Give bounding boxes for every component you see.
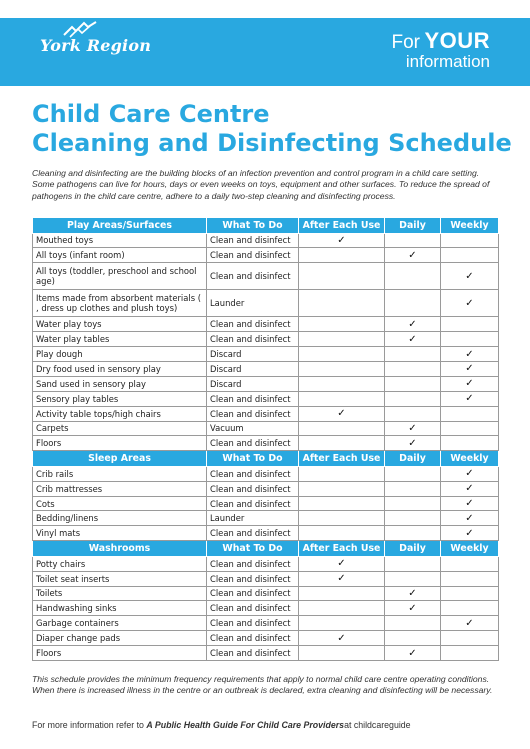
title-line-2: Cleaning and Disinfecting Schedule bbox=[32, 128, 512, 157]
check-mark-icon: ✓ bbox=[408, 333, 417, 345]
daily-cell bbox=[385, 233, 441, 248]
footer-note: This schedule provides the minimum frequency requirements that apply to normal child care centre operating conditions. When there is increased illness in the centre or an outbreak is declared, extra cleaning and disinfecting will be necessary. bbox=[32, 674, 493, 696]
section-heading: Sleep Areas bbox=[33, 451, 207, 467]
check-mark-icon: ✓ bbox=[465, 617, 474, 629]
more-info-prefix: For more information refer to bbox=[32, 720, 147, 730]
check-mark-icon: ✓ bbox=[465, 270, 474, 282]
what-to-do-cell: Clean and disinfect bbox=[207, 466, 299, 481]
after-cell bbox=[299, 616, 385, 631]
weekly-cell bbox=[441, 511, 499, 526]
weekly-cell bbox=[441, 347, 499, 362]
what-to-do-cell: Discard bbox=[207, 361, 299, 376]
column-header-weekly: Weekly bbox=[441, 218, 499, 234]
after-cell bbox=[299, 317, 385, 332]
after-cell bbox=[299, 361, 385, 376]
after-cell bbox=[299, 248, 385, 263]
check-mark-icon: ✓ bbox=[337, 558, 346, 570]
what-to-do-cell: Clean and disinfect bbox=[207, 391, 299, 406]
table-row bbox=[33, 616, 499, 631]
more-information bbox=[32, 720, 512, 730]
badge-for: For bbox=[391, 32, 420, 53]
what-to-do-cell: Launder bbox=[207, 290, 299, 317]
check-mark-icon: ✓ bbox=[465, 483, 474, 495]
check-mark-icon: ✓ bbox=[465, 378, 474, 390]
after-cell bbox=[299, 571, 385, 586]
table-row bbox=[33, 526, 499, 541]
after-cell bbox=[299, 436, 385, 451]
weekly-cell bbox=[441, 317, 499, 332]
daily-cell bbox=[385, 436, 441, 451]
table-row bbox=[33, 586, 499, 601]
daily-cell bbox=[385, 317, 441, 332]
table-row bbox=[33, 601, 499, 616]
what-to-do-cell: Clean and disinfect bbox=[207, 233, 299, 248]
daily-cell bbox=[385, 466, 441, 481]
after-cell bbox=[299, 376, 385, 391]
check-mark-icon: ✓ bbox=[465, 498, 474, 510]
table-row bbox=[33, 406, 499, 421]
table-row bbox=[33, 421, 499, 436]
check-mark-icon: ✓ bbox=[337, 408, 346, 420]
daily-cell bbox=[385, 571, 441, 586]
badge-information: information bbox=[405, 52, 490, 71]
what-to-do-cell: Clean and disinfect bbox=[207, 586, 299, 601]
table-row bbox=[33, 376, 499, 391]
area-cell: Potty chairs bbox=[33, 556, 207, 571]
check-mark-icon: ✓ bbox=[408, 587, 417, 599]
check-mark-icon: ✓ bbox=[408, 647, 417, 659]
area-cell: Diaper change pads bbox=[33, 631, 207, 646]
check-mark-icon: ✓ bbox=[408, 602, 417, 614]
check-mark-icon: ✓ bbox=[465, 297, 474, 309]
section-header-row bbox=[33, 451, 499, 467]
weekly-cell bbox=[441, 406, 499, 421]
table-row bbox=[33, 391, 499, 406]
badge-your: YOUR bbox=[424, 28, 490, 53]
area-cell: Vinyl mats bbox=[33, 526, 207, 541]
daily-cell bbox=[385, 646, 441, 661]
area-cell: Crib mattresses bbox=[33, 481, 207, 496]
weekly-cell bbox=[441, 391, 499, 406]
area-cell: Bedding/linens bbox=[33, 511, 207, 526]
check-mark-icon: ✓ bbox=[408, 422, 417, 434]
weekly-cell bbox=[441, 571, 499, 586]
after-cell bbox=[299, 263, 385, 290]
what-to-do-cell: Clean and disinfect bbox=[207, 406, 299, 421]
column-header-what: What To Do bbox=[207, 541, 299, 557]
section-heading: Washrooms bbox=[33, 541, 207, 557]
check-mark-icon: ✓ bbox=[408, 437, 417, 449]
table-row bbox=[33, 263, 499, 290]
daily-cell bbox=[385, 361, 441, 376]
table-row bbox=[33, 361, 499, 376]
weekly-cell bbox=[441, 263, 499, 290]
guide-title: A Public Health Guide For Child Care Providers bbox=[146, 720, 345, 730]
after-cell bbox=[299, 586, 385, 601]
daily-cell bbox=[385, 496, 441, 511]
page-title bbox=[32, 100, 512, 158]
after-cell bbox=[299, 332, 385, 347]
weekly-cell bbox=[441, 496, 499, 511]
weekly-cell bbox=[441, 332, 499, 347]
column-header-weekly: Weekly bbox=[441, 451, 499, 467]
weekly-cell bbox=[441, 376, 499, 391]
table-row bbox=[33, 290, 499, 317]
weekly-cell bbox=[441, 631, 499, 646]
after-cell bbox=[299, 391, 385, 406]
check-mark-icon: ✓ bbox=[337, 573, 346, 585]
area-cell: Toilet seat inserts bbox=[33, 571, 207, 586]
column-header-after-each-use: After Each Use bbox=[299, 541, 385, 557]
after-cell bbox=[299, 421, 385, 436]
section-header-row bbox=[33, 541, 499, 557]
weekly-cell bbox=[441, 616, 499, 631]
intro-paragraph: Cleaning and disinfecting are the building blocks of an infection prevention and control program in a child care setting. Some pathogens can live for hours, days or even weeks on toys, equipment and other surfaces. To reduce the spread of pathogens in the child care centre, adhere to a daily two-step cleaning and disinfecting process. bbox=[32, 168, 490, 201]
column-header-daily: Daily bbox=[385, 218, 441, 234]
york-region-logo: York Region bbox=[40, 36, 152, 55]
daily-cell bbox=[385, 391, 441, 406]
weekly-cell bbox=[441, 586, 499, 601]
table-row bbox=[33, 248, 499, 263]
what-to-do-cell: Clean and disinfect bbox=[207, 571, 299, 586]
weekly-cell bbox=[441, 290, 499, 317]
weekly-cell bbox=[441, 436, 499, 451]
what-to-do-cell: Clean and disinfect bbox=[207, 646, 299, 661]
daily-cell bbox=[385, 290, 441, 317]
area-cell: Crib rails bbox=[33, 466, 207, 481]
after-cell bbox=[299, 406, 385, 421]
what-to-do-cell: Clean and disinfect bbox=[207, 601, 299, 616]
what-to-do-cell: Clean and disinfect bbox=[207, 317, 299, 332]
check-mark-icon: ✓ bbox=[337, 234, 346, 246]
check-mark-icon: ✓ bbox=[465, 512, 474, 524]
daily-cell bbox=[385, 263, 441, 290]
what-to-do-cell: Clean and disinfect bbox=[207, 556, 299, 571]
daily-cell bbox=[385, 616, 441, 631]
area-cell: Dry food used in sensory play bbox=[33, 361, 207, 376]
table-row bbox=[33, 496, 499, 511]
weekly-cell bbox=[441, 601, 499, 616]
check-mark-icon: ✓ bbox=[465, 348, 474, 360]
area-cell: Floors bbox=[33, 436, 207, 451]
daily-cell bbox=[385, 586, 441, 601]
what-to-do-cell: Clean and disinfect bbox=[207, 332, 299, 347]
area-cell: Floors bbox=[33, 646, 207, 661]
what-to-do-cell: Vacuum bbox=[207, 421, 299, 436]
weekly-cell bbox=[441, 556, 499, 571]
table-row bbox=[33, 466, 499, 481]
check-mark-icon: ✓ bbox=[465, 363, 474, 375]
weekly-cell bbox=[441, 233, 499, 248]
what-to-do-cell: Clean and disinfect bbox=[207, 631, 299, 646]
daily-cell bbox=[385, 481, 441, 496]
table-row bbox=[33, 317, 499, 332]
check-mark-icon: ✓ bbox=[337, 632, 346, 644]
daily-cell bbox=[385, 511, 441, 526]
daily-cell bbox=[385, 347, 441, 362]
schedule-table bbox=[32, 217, 499, 661]
after-cell bbox=[299, 631, 385, 646]
check-mark-icon: ✓ bbox=[408, 318, 417, 330]
what-to-do-cell: Clean and disinfect bbox=[207, 616, 299, 631]
table-row bbox=[33, 556, 499, 571]
after-cell bbox=[299, 481, 385, 496]
daily-cell bbox=[385, 248, 441, 263]
column-header-daily: Daily bbox=[385, 541, 441, 557]
after-cell bbox=[299, 526, 385, 541]
table-row bbox=[33, 481, 499, 496]
table-row bbox=[33, 631, 499, 646]
table-row bbox=[33, 571, 499, 586]
area-cell: Sensory play tables bbox=[33, 391, 207, 406]
daily-cell bbox=[385, 556, 441, 571]
area-cell: All toys (toddler, preschool and school age) bbox=[33, 263, 207, 290]
table-row bbox=[33, 233, 499, 248]
weekly-cell bbox=[441, 466, 499, 481]
after-cell bbox=[299, 511, 385, 526]
after-cell bbox=[299, 233, 385, 248]
area-cell: Items made from absorbent materials ( , dress up clothes and plush toys) bbox=[33, 290, 207, 317]
after-cell bbox=[299, 646, 385, 661]
what-to-do-cell: Clean and disinfect bbox=[207, 436, 299, 451]
column-header-after-each-use: After Each Use bbox=[299, 451, 385, 467]
table-row bbox=[33, 347, 499, 362]
daily-cell bbox=[385, 332, 441, 347]
weekly-cell bbox=[441, 421, 499, 436]
column-header-what: What To Do bbox=[207, 451, 299, 467]
area-cell: Mouthed toys bbox=[33, 233, 207, 248]
what-to-do-cell: Discard bbox=[207, 376, 299, 391]
daily-cell bbox=[385, 601, 441, 616]
check-mark-icon: ✓ bbox=[408, 249, 417, 261]
area-cell: Play dough bbox=[33, 347, 207, 362]
area-cell: Carpets bbox=[33, 421, 207, 436]
what-to-do-cell: Clean and disinfect bbox=[207, 248, 299, 263]
table-row bbox=[33, 646, 499, 661]
section-heading: Play Areas/Surfaces bbox=[33, 218, 207, 234]
after-cell bbox=[299, 347, 385, 362]
check-mark-icon: ✓ bbox=[465, 468, 474, 480]
section-header-row bbox=[33, 218, 499, 234]
area-cell: Cots bbox=[33, 496, 207, 511]
table-row bbox=[33, 436, 499, 451]
area-cell: Handwashing sinks bbox=[33, 601, 207, 616]
what-to-do-cell: Clean and disinfect bbox=[207, 526, 299, 541]
daily-cell bbox=[385, 631, 441, 646]
after-cell bbox=[299, 290, 385, 317]
table-row bbox=[33, 511, 499, 526]
check-mark-icon: ✓ bbox=[465, 393, 474, 405]
daily-cell bbox=[385, 406, 441, 421]
daily-cell bbox=[385, 376, 441, 391]
area-cell: Water play tables bbox=[33, 332, 207, 347]
after-cell bbox=[299, 601, 385, 616]
for-your-information-badge bbox=[391, 30, 490, 70]
check-mark-icon: ✓ bbox=[465, 527, 474, 539]
weekly-cell bbox=[441, 361, 499, 376]
what-to-do-cell: Clean and disinfect bbox=[207, 496, 299, 511]
what-to-do-cell: Clean and disinfect bbox=[207, 481, 299, 496]
area-cell: All toys (infant room) bbox=[33, 248, 207, 263]
weekly-cell bbox=[441, 481, 499, 496]
daily-cell bbox=[385, 526, 441, 541]
after-cell bbox=[299, 556, 385, 571]
daily-cell bbox=[385, 421, 441, 436]
area-cell: Sand used in sensory play bbox=[33, 376, 207, 391]
column-header-after-each-use: After Each Use bbox=[299, 218, 385, 234]
column-header-what: What To Do bbox=[207, 218, 299, 234]
title-line-1: Child Care Centre bbox=[32, 100, 270, 128]
column-header-weekly: Weekly bbox=[441, 541, 499, 557]
area-cell: Garbage containers bbox=[33, 616, 207, 631]
after-cell bbox=[299, 466, 385, 481]
area-cell: Activity table tops/high chairs bbox=[33, 406, 207, 421]
what-to-do-cell: Clean and disinfect bbox=[207, 263, 299, 290]
weekly-cell bbox=[441, 526, 499, 541]
after-cell bbox=[299, 496, 385, 511]
what-to-do-cell: Discard bbox=[207, 347, 299, 362]
what-to-do-cell: Launder bbox=[207, 511, 299, 526]
weekly-cell bbox=[441, 248, 499, 263]
area-cell: Toilets bbox=[33, 586, 207, 601]
column-header-daily: Daily bbox=[385, 451, 441, 467]
area-cell: Water play toys bbox=[33, 317, 207, 332]
more-info-suffix: at childcareguide bbox=[344, 720, 411, 730]
weekly-cell bbox=[441, 646, 499, 661]
table-row bbox=[33, 332, 499, 347]
